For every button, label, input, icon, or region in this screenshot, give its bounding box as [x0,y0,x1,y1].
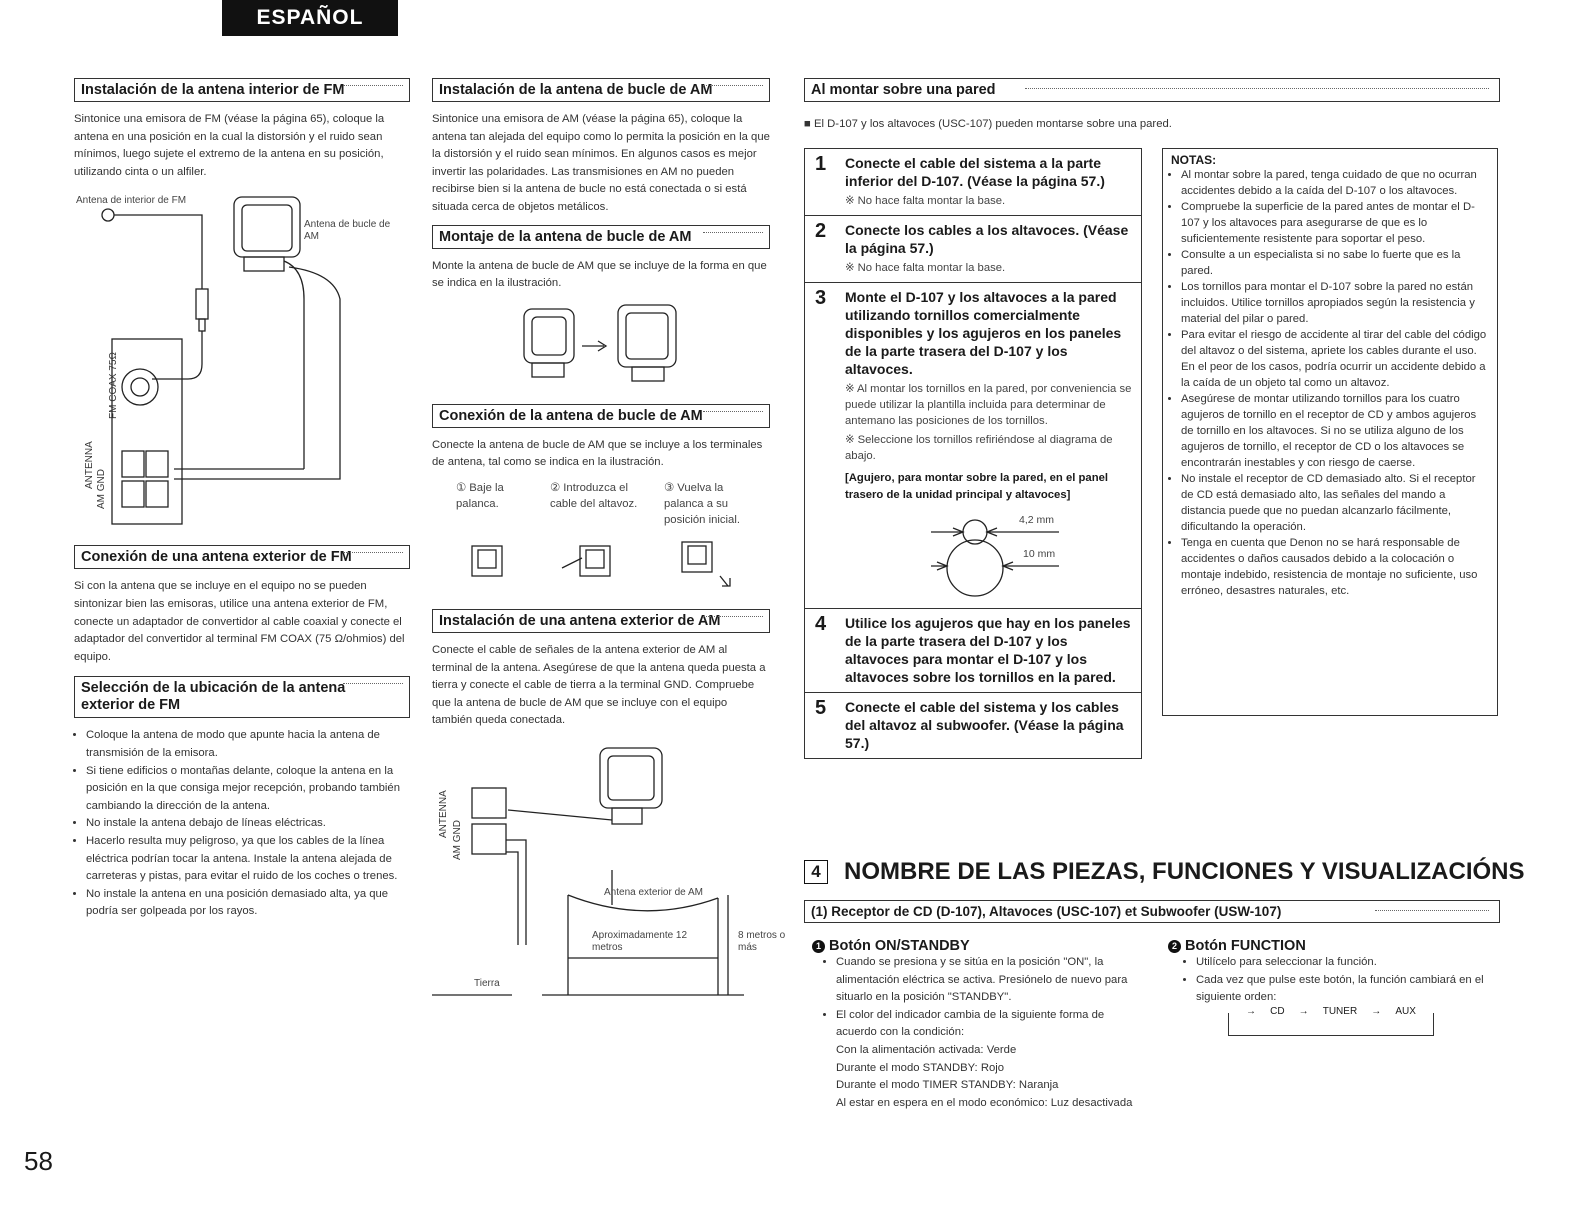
list-item: • Para evitar el riesgo de accidente al tirar del cable del código del altavoz o del sistema, apriete los cables durante el uso. En el peor de los casos, podría ocurrir un accidente debido a la caída de un objeto tal como un altavoz. [1181,327,1489,391]
step-3: 3 Monte el D-107 y los altavoces a la pared utilizando tornillos comercialmente disponibles y los agujeros en los paneles de la parte trasera del D-107 y los altavoces. ※ Al montar los tornillos en la pared, por conveniencia se puede utilizar la plantilla incluida para determinar de antemano las posiciones de los tornillos. ※ Seleccione los tornillos refiriéndose al diagrama de abajo. [Agujero, para montar sobre la pared, en el panel trasero de la unidad principal y altavoces] 4,2 mm 10 mm [805,283,1141,609]
text-fm-indoor: Sintonice una emisora de FM (véase la página 65), coloque la antena en una posición en la cual la distorsión y el ruido sean mínimos, luego sujete el extremo de la antena en su posición, utilizando cinta o un alfiler. [74,113,385,178]
label-am-gnd: AM GND [96,469,107,510]
list-item: • Si tiene edificios o montañas delante, coloque la antena en la posición en la que consiga mejor recepción, probando también cambiando la dirección de la antena. [86,763,410,816]
number-2-icon: 2 [1168,940,1181,953]
step-lower-lever: ① Baje la palanca. [456,481,504,510]
heading-fm-indoor: Instalación de la antena interior de FM [74,78,410,102]
language-tab: ESPAÑOL [222,0,398,36]
step-1: 1 Conecte el cable del sistema a la parte inferior del D-107. (Véase la página 57.) ※ No hace falta montar la base. [805,149,1141,216]
steps-box [804,148,1142,759]
step-return-lever: ③ Vuelva la palanca a su posición inicial. [664,481,740,526]
text-am-mount: Monte la antena de bucle de AM que se incluye de la forma en que se indica en la ilustración. [432,259,767,290]
label-height: 8 metros o más [738,929,786,953]
notes-box: NOTAS: • Al montar sobre la pared, tenga cuidado de que no ocurran accidentes debido a la caída del D-107 o los altavoces. • Compruebe la superficie de la pared antes de montar el D-107 y los altavoces para asegurarse de que es lo suficientemente resistente para soportar el peso. • Consulte a un especialista si no sabe lo fuerte que es la pared. • Los tornillos para montar el D-107 sobre la pared no están incluidos. Utilice tornillos apropiados según la resistencia y material del pilar o pared. • Para evitar el riesgo de accidente al tirar del cable del código del altavoz o del sistema, apriete los cables durante el uso. En el peor de los casos, podría ocurrir un accidente debido a la caída de un objeto tal como un altavoz. • Asegúrese de montar utilizando tornillos para los cuatro agujeros de tornillo en el receptor de CD y ambos agujeros de tornillo en los altavoces. Si no se utiliza alguno de los agujeros de tornillo, el receptor de CD o los altavoces se encontrarán inestables y con riesgo de caerse. • No instale el receptor de CD demasiado alto. Si el receptor de CD está demasiado alto, las señales del mando a distancia puede que no puedan alcanzarlo fácilmente, dificultando la operación. • Tenga en cuenta que Denon no se hará responsable de accidentes o daños causados debido a la colocación o montaje indebido, resistencia de montaje no suficiente, uso erróneo, desastres naturales, etc. [1162,148,1498,716]
fm-indoor-figure [74,189,410,539]
label-antenna: ANTENNA [84,441,95,490]
function-section: 2 Botón FUNCTION • Utilícelo para seleccionar la función. • Cada vez que pulse este botón, la función cambiará en el siguiente orden: → CD → TUNER → AUX [1168,938,1488,1036]
onstandby-section: 1 Botón ON/STANDBY • Cuando se presiona y se sitúa en la posición "ON", la alimentación eléctrica se activa. Presiónelo de nuevo para situarlo en la posición "STANDBY". • El color del indicador cambia de la siguiente forma de acuerdo con la condición: Con la alimentación activada: Verde Durante el modo STANDBY: Rojo Durante el modo TIMER STANDBY: Naranja Al estar en espera en el modo económico: Luz desactivada [812,938,1146,1112]
label-am-loop: Antena de bucle de AM [304,219,391,243]
page-number: 58 [24,1146,53,1176]
label-outdoor-antenna: Antena exterior de AM [604,886,703,898]
label-fm-coax: FM COAX 75Ω [108,352,119,420]
label-dim-4-2mm: 4,2 mm [1019,514,1055,526]
heading-am-outdoor: Instalación de una antena exterior de AM [432,609,770,633]
text-am-install: Sintonice una emisora de AM (véase la página 65), coloque la antena tan alejada del equipo como lo permita la posición en la que la distorsión y el ruido sean mínimos. En algunos casos es mejor invertir las polaridades. Las transmisiones en AM no pueden recibirse bien si la antena de bucle no está conectada o si está situada cerca de objetos metálicos. [432,113,770,213]
column-1 [74,78,410,921]
step-5: 5 Conecte el cable del sistema y los cables del altavoz al subwoofer. (Véase la página 57.) [815,697,1124,751]
list-item: • Asegúrese de montar utilizando tornillos para los cuatro agujeros de tornillo en el receptor de CD y ambos agujeros de tornillo en los altavoces. Si no se utiliza alguno de los agujeros de tornillo, el receptor de CD o los altavoces se encontrarán inestables y con riesgo de caerse. [1181,391,1489,471]
list-item: • Cada vez que pulse este botón, la función cambiará en el siguiente orden: [1196,972,1488,1007]
heading-wall-mount: Al montar sobre una pared [804,78,1500,102]
step-4: 4 Utilice los agujeros que hay en los paneles de la parte trasera del D-107 y los altavoces para montar el D-107 y los altavoces sobre los tornillos en la pared. [805,609,1141,693]
text-wall-intro: ■ El D-107 y los altavoces (USC-107) pueden montarse sobre una pared. [804,118,1172,130]
wall-hole-diagram [845,504,1135,602]
list-item: • No instale la antena en una posición demasiado alta, ya que podría ser golpeada por los rayos. [86,886,410,921]
list-item: • El color del indicador cambia de la siguiente forma de acuerdo con la condición: Con la alimentación activada: Verde Durante el modo STANDBY: Rojo Durante el modo TIMER STANDBY: Naranja Al estar en espera en el modo económico: Luz desactivada [836,1007,1146,1113]
list-item: • Cuando se presiona y se sitúa en la posición "ON", la alimentación eléctrica se activa. Presiónelo de nuevo para situarlo en la posición "STANDBY". [836,954,1146,1007]
am-mount-diagram [432,301,770,391]
label-dim-10mm: 10 mm [1023,548,1056,560]
list-item: • Al montar sobre la pared, tenga cuidado de que no ocurran accidentes debido a la caída del D-107 o los altavoces. [1181,167,1489,199]
list-item: • Hacerlo resulta muy peligroso, ya que los cables de la línea eléctrica podrían tocar la antena. Instale la antena alejada de carreteras y pistas, para evitar el ruido de los coches o trenes. [86,833,410,886]
step-insert-cable: ② Introduzca el cable del altavoz. [550,481,638,510]
list-item: • No instale el receptor de CD demasiado alto. Si el receptor de CD está demasiado alto, las señales del mando a distancia puede que no puedan alcanzarlo fácilmente, dificultando la operación. [1181,471,1489,535]
label-fm-antenna: Antena de interior de FM [76,195,187,207]
function-cycle: → CD → TUNER → AUX [1228,1013,1434,1036]
text-am-outdoor: Conecte el cable de señales de la antena exterior de AM al terminal de la antena. Asegúrese de que la antena queda puesta a tierra y conecte el cable de tierra a la terminal GND. Compruebe que la antena de bucle de AM que se incluye con el equipo también queda conectada. [432,643,766,727]
text-am-connect: Conecte la antena de bucle de AM que se incluye a los terminales de antena, tal como se indica en la ilustración. [432,438,763,469]
number-1-icon: 1 [812,940,825,953]
heading-am-install: Instalación de la antena de bucle de AM [432,78,770,102]
am-connect-diagram [432,528,770,598]
heading-am-connect: Conexión de la antena de bucle de AM [432,404,770,428]
section-4-title: 4 NOMBRE DE LAS PIEZAS, FUNCIONES Y VISUALIZACIÓNS [804,858,1525,886]
column-2 [432,78,786,1010]
list-item: • Coloque la antena de modo que apunte hacia la antena de transmisión de la emisora. [86,727,410,762]
list-fm-location [74,727,410,921]
list-item: • No instale la antena debajo de líneas eléctricas. [86,815,410,833]
list-item: • Utilícelo para seleccionar la función. [1196,954,1488,972]
heading-fm-location: Selección de la ubicación de la antena exterior de FM [74,676,410,718]
list-item: • Compruebe la superficie de la pared antes de montar el D-107 y los altavoces para asegurarse de que es lo suficientemente resistente para soportar el peso. [1181,199,1489,247]
label-outdoor-antenna-terminal: ANTENNA [438,790,449,838]
step-2: 2 Conecte los cables a los altavoces. (Véase la página 57.) ※ No hace falta montar la base. [805,216,1141,283]
label-outdoor-am-gnd: AM GND [452,819,463,860]
label-distance: Aproximadamente 12 metros [592,929,688,953]
heading-subsection-1: (1) Receptor de CD (D-107), Altavoces (USC-107) et Subwoofer (USW-107) [804,900,1500,923]
list-item: • Tenga en cuenta que Denon no se hará responsable de accidentes o daños causados debido a la colocación o montaje indebido, resistencia de montaje no suficiente, uso erróneo, desastres naturales, etc. [1181,535,1489,599]
heading-fm-outdoor: Conexión de una antena exterior de FM [74,545,410,569]
bullet-square-icon: ■ [804,118,814,130]
heading-am-mount: Montaje de la antena de bucle de AM [432,225,770,249]
text-fm-outdoor: Si con la antena que se incluye en el equipo no se pueden sintonizar bien las emisoras, utilice una antena exterior de FM, conecte un adaptador de convertidor al cable coaxial y conecte el adaptador del convertidor al terminal FM COAX (75 Ω/ohmios) del equipo. [74,580,405,663]
list-item: • Consulte a un especialista si no sabe lo fuerte que es la pared. [1181,247,1489,279]
label-ground: Tierra [474,977,500,989]
am-outdoor-diagram [432,740,770,1010]
list-item: • Los tornillos para montar el D-107 sobre la pared no están incluidos. Utilice tornillos apropiados según la resistencia y material del pilar o pared. [1181,279,1489,327]
am-outdoor-figure [432,740,786,1010]
